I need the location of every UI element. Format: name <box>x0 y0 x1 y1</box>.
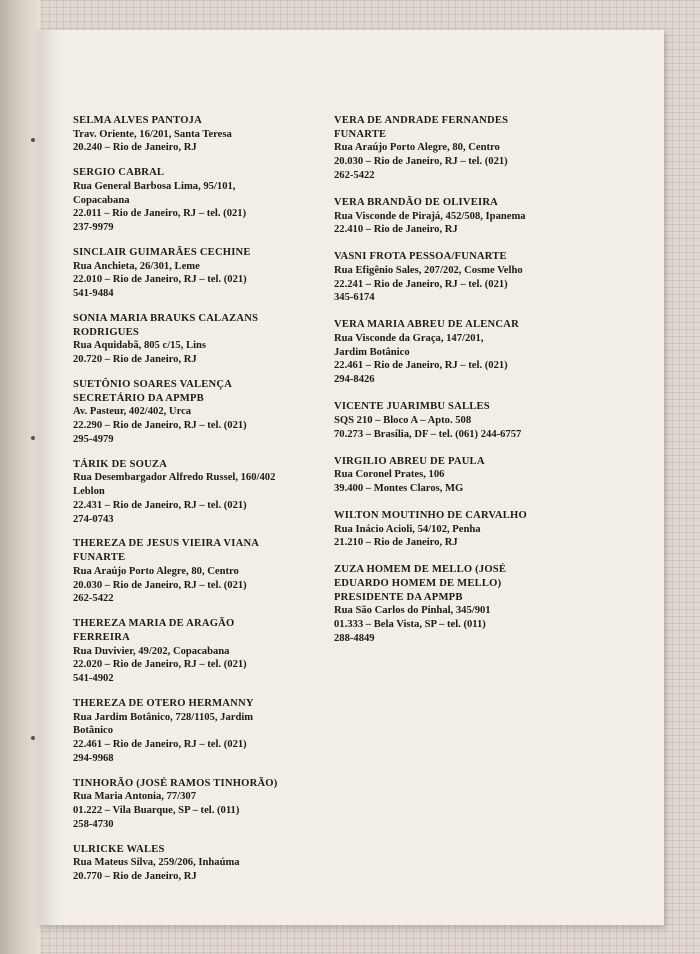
directory-entry <box>73 537 313 606</box>
entry-address-line: 541-9484 <box>73 288 114 300</box>
entry-address-line: 70.273 – Brasília, DF – tel. (061) 244-6757 <box>334 428 522 440</box>
entry-address-line: 288-4849 <box>334 632 375 644</box>
entry-address-line: 541-4902 <box>73 672 114 684</box>
directory-page <box>38 30 664 925</box>
entry-name: THEREZA MARIA DE ARAGÃO <box>73 618 235 630</box>
entry-address-line: Rua Mateus Silva, 259/206, Inhaúma <box>73 857 240 869</box>
entry-address-line: Rua Duvivier, 49/202, Copacabana <box>73 645 230 657</box>
entry-address-line: 20.240 – Rio de Janeiro, RJ <box>73 142 197 154</box>
entry-address-line: Botânico <box>73 725 114 737</box>
directory-entry <box>334 563 594 645</box>
entry-address-line: 20.030 – Rio de Janeiro, RJ – tel. (021) <box>334 156 508 168</box>
entry-address-line: 22.241 – Rio de Janeiro, RJ – tel. (021) <box>334 278 508 290</box>
entry-address-line: Rua General Barbosa Lima, 95/101, <box>73 181 236 192</box>
entry-name: VERA DE ANDRADE FERNANDES <box>334 115 509 126</box>
entry-name: SUETÔNIO SOARES VALENÇA <box>73 379 233 390</box>
entry-address-line: Rua Inácio Acioli, 54/102, Penha <box>334 523 481 535</box>
left-column <box>73 114 313 895</box>
entry-address-line: 21.210 – Rio de Janeiro, RJ <box>334 537 458 549</box>
entry-address-line: 294-8426 <box>334 374 375 386</box>
entry-address-line: 39.400 – Montes Claros, MG <box>334 482 464 494</box>
entry-address-line: 22.461 – Rio de Janeiro, RJ – tel. (021) <box>334 360 508 372</box>
entry-address-line: 22.431 – Rio de Janeiro, RJ – tel. (021) <box>73 499 247 511</box>
entry-address-line: 20.720 – Rio de Janeiro, RJ <box>73 354 197 366</box>
entry-name: FUNARTE <box>73 552 126 564</box>
entry-address-line: Copacabana <box>73 194 130 206</box>
entry-name: TINHORÃO (JOSÉ RAMOS TINHORÃO) <box>73 777 278 789</box>
entry-address-line: 345-6174 <box>334 292 375 304</box>
entry-address-line: Av. Pasteur, 402/402, Urca <box>73 406 192 418</box>
entry-address-line: Rua São Carlos do Pinhal, 345/901 <box>334 605 491 617</box>
entry-name: SELMA ALVES PANTOJA <box>73 115 202 126</box>
entry-name: THEREZA DE OTERO HERMANNY <box>73 697 254 709</box>
directory-entry <box>73 246 313 301</box>
right-column <box>334 114 594 659</box>
entry-address-line: Rua Coronel Prates, 106 <box>334 469 445 481</box>
entry-address-line: Rua Aquidabã, 805 c/15, Lins <box>73 340 207 352</box>
entry-address-line: 262-5422 <box>334 169 375 181</box>
entry-address-line: 01.333 – Bela Vista, SP – tel. (011) <box>334 619 486 631</box>
directory-entry <box>334 114 594 183</box>
entry-address-line: Rua Maria Antonia, 77/307 <box>73 791 197 803</box>
entry-name: RODRIGUES <box>73 326 139 338</box>
directory-entry <box>73 777 313 832</box>
entry-address-line: 258-4730 <box>73 818 114 830</box>
entry-address-line: Rua Desembargador Alfredo Russel, 160/402 <box>73 472 276 484</box>
entry-address-line: 262-5422 <box>73 593 114 605</box>
directory-entry <box>334 455 594 496</box>
directory-entry <box>73 378 313 447</box>
entry-name: VERA MARIA ABREU DE ALENCAR <box>334 319 519 331</box>
entry-address-line: Rua Visconde da Graça, 147/201, <box>334 333 484 345</box>
entry-address-line: Jardim Botânico <box>334 346 410 358</box>
binding-hole-middle <box>31 436 35 440</box>
entry-address-line: 20.770 – Rio de Janeiro, RJ <box>73 870 197 882</box>
entry-name: SERGIO CABRAL <box>73 167 165 179</box>
directory-entry <box>73 114 313 155</box>
entry-address-line: 22.011 – Rio de Janeiro, RJ – tel. (021) <box>73 208 247 220</box>
entry-name: SINCLAIR GUIMARÃES CECHINE <box>73 247 251 258</box>
entry-name: VIRGILIO ABREU DE PAULA <box>334 455 485 467</box>
entry-address-line: Rua Visconde de Pirajá, 452/508, Ipanema <box>334 210 526 222</box>
directory-entry <box>334 196 594 237</box>
entry-address-line: 01.222 – Vila Buarque, SP – tel. (011) <box>73 804 240 816</box>
entry-address-line: 294-9968 <box>73 752 114 764</box>
entry-address-line: Leblon <box>73 486 105 498</box>
entry-name: PRESIDENTE DA APMPB <box>334 591 463 603</box>
entry-address-line: 22.461 – Rio de Janeiro, RJ – tel. (021) <box>73 738 247 750</box>
entry-name: FUNARTE <box>334 128 387 140</box>
entry-name: VASNI FROTA PESSOA/FUNARTE <box>334 251 507 263</box>
directory-entry <box>73 312 313 367</box>
directory-entry <box>73 843 313 884</box>
entry-address-line: 22.290 – Rio de Janeiro, RJ – tel. (021) <box>73 420 247 432</box>
directory-entry <box>334 400 594 441</box>
entry-address-line: 22.410 – Rio de Janeiro, RJ <box>334 224 458 236</box>
directory-entry <box>73 617 313 686</box>
binding-hole-top <box>31 138 35 142</box>
entry-address-line: 22.020 – Rio de Janeiro, RJ – tel. (021) <box>73 659 247 671</box>
entry-name: SONIA MARIA BRAUKS CALAZANS <box>73 313 259 324</box>
directory-entry <box>334 318 594 387</box>
entry-address-line: 274-0743 <box>73 513 114 525</box>
entry-address-line: 237-9979 <box>73 222 114 234</box>
directory-entry <box>73 166 313 235</box>
entry-name: TÁRIK DE SOUZA <box>73 458 168 470</box>
entry-name: VERA BRANDÃO DE OLIVEIRA <box>334 196 499 208</box>
entry-address-line: SQS 210 – Bloco A – Apto. 508 <box>334 414 472 426</box>
entry-address-line: Rua Jardim Botânico, 728/1105, Jardim <box>73 711 254 723</box>
entry-name: VICENTE JUARIMBU SALLES <box>334 401 490 413</box>
directory-entry <box>334 250 594 305</box>
entry-name: ULRICKE WALES <box>73 843 165 855</box>
entry-address-line: Rua Araújo Porto Alegre, 80, Centro <box>334 142 500 154</box>
entry-address-line: Rua Efigênio Sales, 207/202, Cosme Velho <box>334 264 523 276</box>
directory-entry <box>334 509 594 550</box>
directory-entry <box>73 458 313 527</box>
book-binding <box>0 0 40 954</box>
binding-hole-bottom <box>31 736 35 740</box>
entry-address-line: Rua Anchieta, 26/301, Leme <box>73 260 200 272</box>
entry-address-line: 20.030 – Rio de Janeiro, RJ – tel. (021) <box>73 579 247 591</box>
entry-name: EDUARDO HOMEM DE MELLO) <box>334 578 502 590</box>
entry-name: FERREIRA <box>73 631 130 643</box>
entry-name: SECRETÁRIO DA APMPB <box>73 392 204 404</box>
entry-address-line: Trav. Oriente, 16/201, Santa Teresa <box>73 128 232 140</box>
entry-name: THEREZA DE JESUS VIEIRA VIANA <box>73 538 260 550</box>
entry-name: WILTON MOUTINHO DE CARVALHO <box>334 509 527 521</box>
entry-name: ZUZA HOMEM DE MELLO (JOSÉ <box>334 564 507 576</box>
entry-address-line: Rua Araújo Porto Alegre, 80, Centro <box>73 565 239 577</box>
entry-address-line: 295-4979 <box>73 433 114 445</box>
directory-entry <box>73 697 313 766</box>
entry-address-line: 22.010 – Rio de Janeiro, RJ – tel. (021) <box>73 274 247 286</box>
